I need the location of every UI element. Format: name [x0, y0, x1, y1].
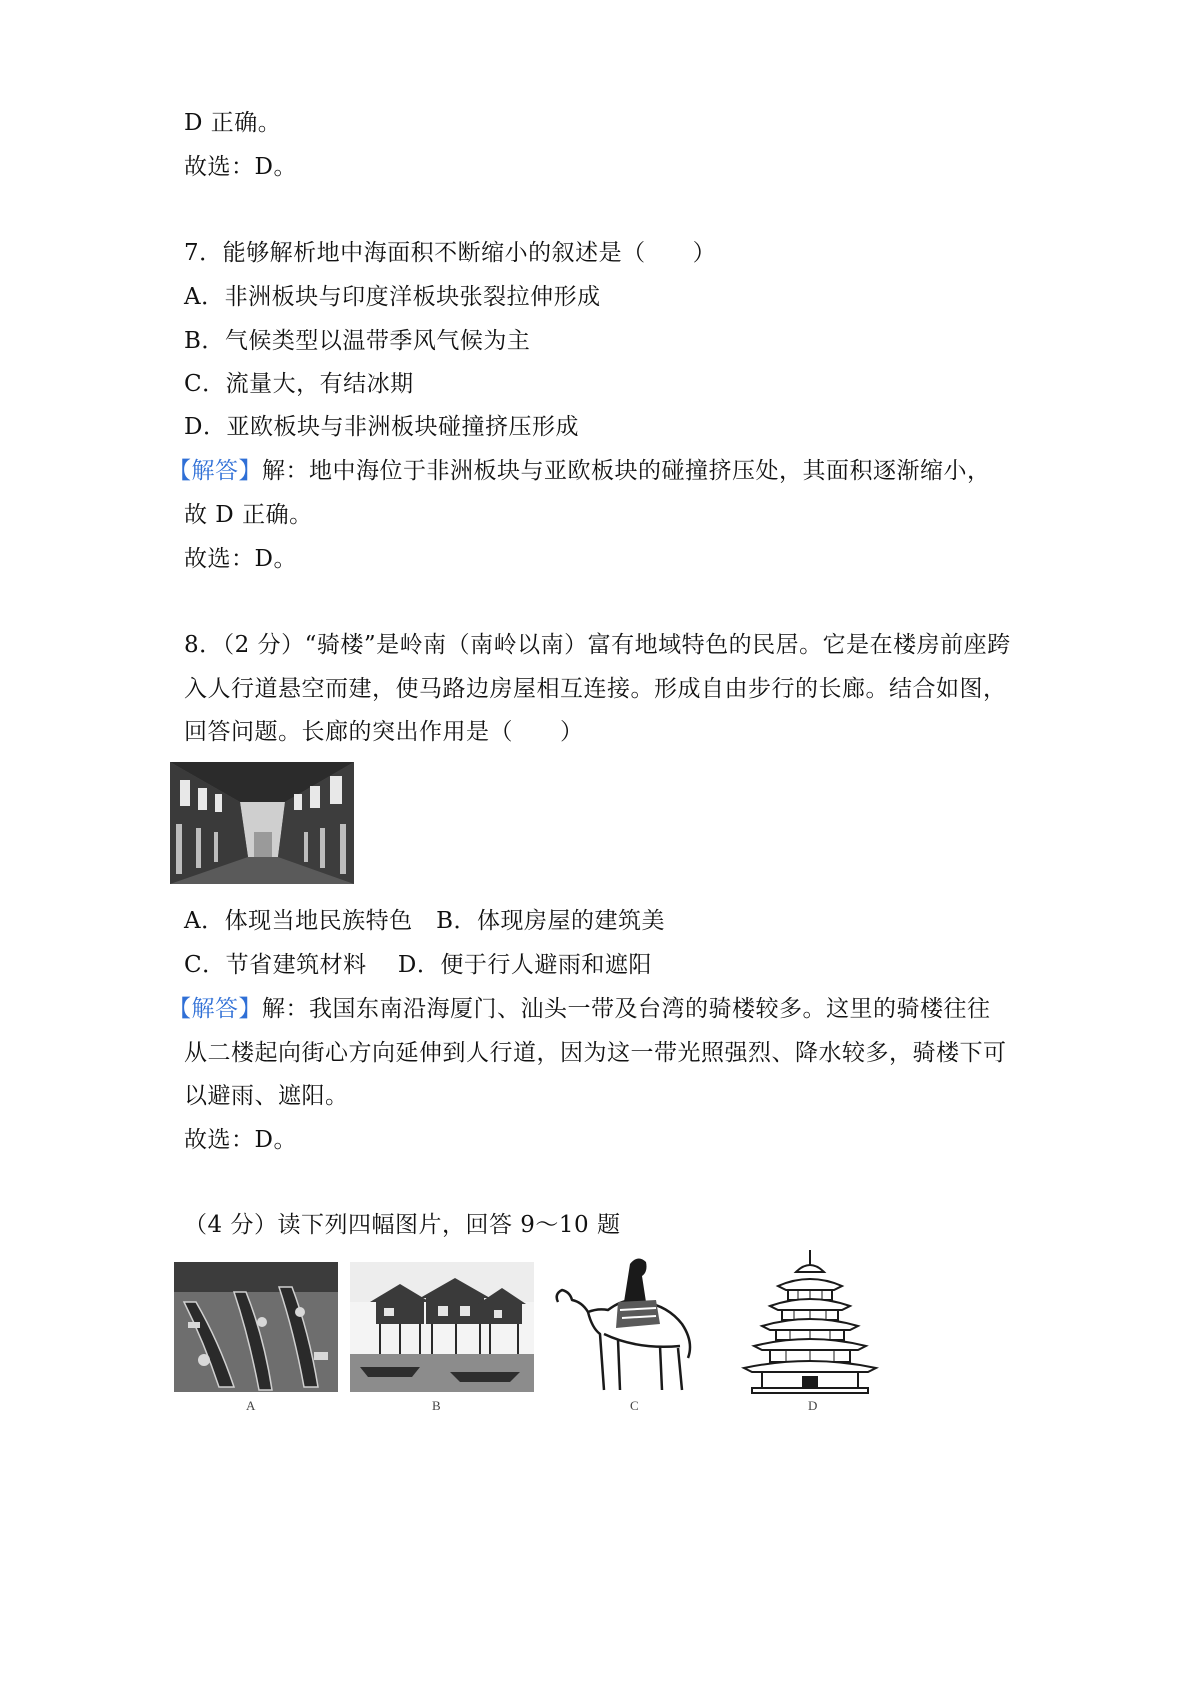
q8-stem-line1: 8．（2 分）“骑楼”是岭南（南岭以南）富有地域特色的民居。它是在楼房前座跨	[184, 632, 1011, 658]
caption-a: A	[246, 1398, 256, 1413]
q7-option-c: C．流量大，有结冰期	[184, 371, 414, 397]
q8-options-row1: A．体现当地民族特色 B．体现房屋的建筑美	[184, 908, 666, 934]
q8-stem-line3: 回答问题。长廊的突出作用是（ ）	[184, 719, 584, 745]
pagoda-image	[730, 1250, 890, 1394]
canal-boats-image	[174, 1262, 338, 1392]
arcade-street-image	[170, 762, 354, 884]
q8-conclusion: 故选：D。	[184, 1127, 297, 1153]
answer-tag: 【解答】	[168, 996, 262, 1022]
q7-stem: 7．能够解析地中海面积不断缩小的叙述是（ ）	[184, 240, 717, 266]
camel-rider-image	[548, 1250, 704, 1394]
q7-option-b: B．气候类型以温带季风气候为主	[184, 328, 531, 354]
q6-conclusion: 故选：D。	[184, 154, 297, 180]
q8-answer-line3: 以避雨、遮阳。	[184, 1083, 349, 1109]
q7-option-d: D．亚欧板块与非洲板块碰撞挤压形成	[184, 414, 579, 440]
q7-answer	[168, 456, 991, 486]
q8-stem-line2: 入人行道悬空而建，使马路边房屋相互连接。形成自由步行的长廊。结合如图，	[184, 676, 1007, 702]
q9-10-stem: （4 分）读下列四幅图片，回答 9～10 题	[184, 1212, 621, 1238]
q8-answer-line2: 从二楼起向街心方向延伸到人行道，因为这一带光照强烈、降水较多，骑楼下可	[184, 1040, 1007, 1066]
caption-c: C	[630, 1398, 639, 1413]
q8-answer	[168, 994, 991, 1024]
q7-option-a: A．非洲板块与印度洋板块张裂拉伸形成	[184, 284, 601, 310]
answer-tag: 【解答】	[168, 458, 262, 484]
stilt-houses-image	[350, 1262, 534, 1392]
q8-options-row2: C．节省建筑材料 D．便于行人避雨和遮阳	[184, 952, 652, 978]
q6-answer-tail: D 正确。	[184, 110, 282, 136]
caption-d: D	[808, 1398, 818, 1413]
q7-answer-line2: 故 D 正确。	[184, 502, 313, 528]
q7-conclusion: 故选：D。	[184, 546, 297, 572]
caption-b: B	[432, 1398, 441, 1413]
q7-answer-text: 解：地中海位于非洲板块与亚欧板块的碰撞挤压处，其面积逐渐缩小，	[262, 458, 991, 484]
q8-answer-text: 解：我国东南沿海厦门、汕头一带及台湾的骑楼较多。这里的骑楼往往	[262, 996, 991, 1022]
